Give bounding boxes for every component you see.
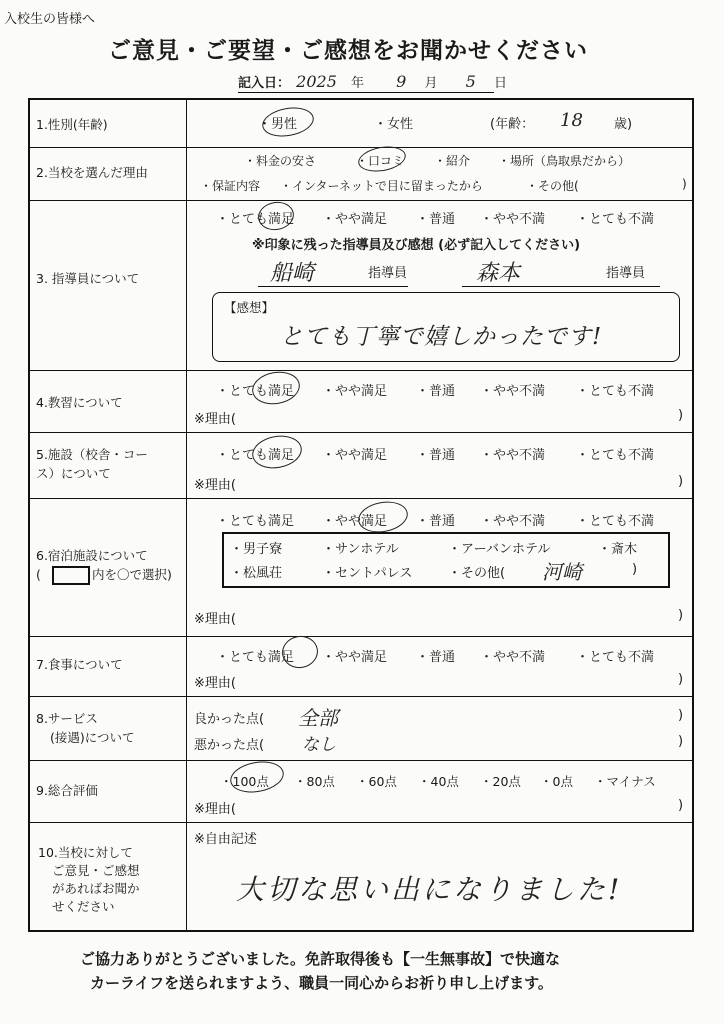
- q7-circle: [279, 633, 320, 671]
- q6-scale-1[interactable]: ・とても満足: [216, 514, 295, 529]
- q9-row: [30, 760, 692, 823]
- q7-scale-2[interactable]: ・やや満足: [322, 650, 388, 665]
- q4-reason[interactable]: ※理由(: [194, 412, 236, 427]
- q4-scale-4[interactable]: ・やや不満: [480, 384, 546, 399]
- q6-reason-close: ): [678, 608, 684, 623]
- q3-instructor-1-line: [258, 286, 408, 287]
- footer-line-2: カーライフを送られますよう、職員一同心からお祈り申し上げます。: [90, 974, 553, 992]
- q9-opt-40[interactable]: ・40点: [418, 774, 459, 789]
- q5-circle: [250, 432, 305, 472]
- q10-free-text: 大切な思い出になりました!: [236, 873, 623, 906]
- q1-age-value: 18: [560, 110, 583, 131]
- q5-scale-1[interactable]: ・とても満足: [216, 448, 295, 463]
- q1-age-label: (年齢：: [490, 117, 535, 132]
- q1-male[interactable]: ・男性: [258, 117, 298, 132]
- q9-opt-0[interactable]: ・0点: [540, 774, 573, 789]
- q3-impression-label: 【感想】: [224, 300, 275, 315]
- q3-scale-5[interactable]: ・とても不満: [576, 212, 655, 227]
- q3-instructor-2-line: [462, 286, 660, 287]
- q3-instructor-1-suffix: 指導員: [368, 266, 408, 281]
- q9-reason[interactable]: ※理由(: [194, 802, 236, 817]
- q3-circle: [256, 199, 296, 233]
- q6-scale-4[interactable]: ・やや不満: [480, 514, 546, 529]
- q10-label-2: ご意見・ご感想: [52, 863, 140, 878]
- q6-scale-5[interactable]: ・とても不満: [576, 514, 655, 529]
- date-day: 5: [465, 72, 476, 91]
- q3-scale-2[interactable]: ・やや満足: [322, 212, 388, 227]
- survey-form: [28, 98, 694, 932]
- q1-row: [30, 100, 692, 148]
- q2-opt-price[interactable]: ・料金の安さ: [244, 154, 317, 168]
- footer-line-1: ご協力ありがとうございました。免許取得後も【一生無事故】で快適な: [80, 950, 561, 968]
- q9-circle: [228, 758, 286, 797]
- q10-label-1: 10.当校に対して: [38, 845, 133, 860]
- q6-label-2b: 内を〇で選択): [92, 567, 172, 582]
- q7-reason-close: ): [678, 672, 684, 687]
- date-month-unit: 月: [424, 76, 438, 91]
- date-month: 9: [396, 72, 407, 91]
- q8-label-1: 8.サービス: [36, 711, 98, 726]
- q4-scale-3[interactable]: ・普通: [416, 384, 456, 399]
- q8-good-close: ): [678, 708, 684, 723]
- q7-reason[interactable]: ※理由(: [194, 676, 236, 691]
- q5-label-1: 5.施設（校舎・コー: [36, 447, 148, 462]
- q6-opt-sun-hotel[interactable]: ・サンホテル: [322, 542, 399, 557]
- q6-label-1: 6.宿泊施設について: [36, 548, 148, 563]
- q5-reason[interactable]: ※理由(: [194, 478, 236, 493]
- q2-opt-reviews[interactable]: ・口コミ: [356, 154, 405, 168]
- q6-other-close: ): [632, 562, 638, 577]
- greeting: 入校生の皆様へ: [4, 12, 96, 27]
- q8-bad-value: なし: [302, 735, 336, 755]
- q1-female[interactable]: ・女性: [374, 117, 414, 132]
- q2-label: 2.当校を選んだ理由: [36, 165, 148, 180]
- q5-label-2: ス）について: [36, 466, 111, 481]
- q7-scale-5[interactable]: ・とても不満: [576, 650, 655, 665]
- q7-scale-4[interactable]: ・やや不満: [480, 650, 546, 665]
- q2-row: [30, 147, 692, 201]
- q1-label: 1.性別(年齢): [36, 117, 108, 132]
- q6-opt-shofuso[interactable]: ・松風荘: [230, 566, 283, 581]
- q5-reason-close: ): [678, 474, 684, 489]
- q3-note: ※印象に残った指導員及び感想 (必ず記入してください): [252, 238, 581, 253]
- q4-reason-close: ): [678, 408, 684, 423]
- q6-opt-saiki[interactable]: ・斎木: [598, 542, 638, 557]
- q4-label: 4.教習について: [36, 395, 123, 410]
- q4-scale-1[interactable]: ・とても満足: [216, 384, 295, 399]
- date-line: [238, 72, 507, 93]
- q6-scale-2[interactable]: ・やや満足: [322, 514, 388, 529]
- q2-reviews-circle: [356, 143, 407, 175]
- date-year-unit: 年: [351, 76, 365, 91]
- q6-box-icon: [52, 566, 90, 585]
- q4-scale-5[interactable]: ・とても不満: [576, 384, 655, 399]
- q3-scale-1[interactable]: ・とても満足: [216, 212, 295, 227]
- q4-scale-2[interactable]: ・やや満足: [322, 384, 388, 399]
- q9-opt-80[interactable]: ・80点: [294, 774, 335, 789]
- q7-row: [30, 636, 692, 697]
- q8-bad-label[interactable]: 悪かった点(: [194, 738, 265, 753]
- q6-circle: [356, 498, 410, 536]
- q3-scale-3[interactable]: ・普通: [416, 212, 456, 227]
- q4-circle: [250, 368, 303, 408]
- q3-instructor-2-suffix: 指導員: [606, 266, 646, 281]
- date-day-unit: 日: [493, 76, 507, 91]
- q5-scale-5[interactable]: ・とても不満: [576, 448, 655, 463]
- q2-opt-location[interactable]: ・場所（鳥取県だから）: [498, 154, 631, 168]
- q8-label-2: (接遇)について: [50, 730, 135, 745]
- q2-opt-other[interactable]: ・その他(: [526, 179, 579, 193]
- q6-opt-other[interactable]: ・その他(: [448, 566, 506, 581]
- q3-scale-4[interactable]: ・やや不満: [480, 212, 546, 227]
- q2-opt-internet[interactable]: ・インターネットで目に留まったから: [280, 179, 483, 193]
- q9-opt-60[interactable]: ・60点: [356, 774, 397, 789]
- q6-opt-urban-hotel[interactable]: ・アーバンホテル: [448, 542, 551, 557]
- q2-opt-guarantee[interactable]: ・保証内容: [200, 179, 261, 193]
- date-label: 記入日：: [238, 76, 291, 91]
- q1-male-circle: [260, 104, 316, 141]
- q5-row: [30, 432, 692, 499]
- q2-other-close: ): [682, 177, 687, 191]
- q6-row: [30, 498, 692, 637]
- q8-good-value: 全部: [298, 706, 338, 730]
- q3-instructor-1: 船崎: [270, 261, 315, 286]
- q1-age-unit: 歳): [614, 117, 633, 132]
- q4-row: [30, 370, 692, 433]
- q7-scale-1[interactable]: ・とても満足: [216, 650, 295, 665]
- q9-opt-minus[interactable]: ・マイナス: [594, 774, 656, 789]
- q6-label-2a: (: [36, 567, 41, 582]
- q6-scale-3[interactable]: ・普通: [416, 514, 456, 529]
- q10-row: [30, 822, 692, 930]
- q6-reason[interactable]: ※理由(: [194, 612, 236, 627]
- q9-opt-100[interactable]: ・100点: [220, 774, 269, 789]
- q10-label-4: せください: [52, 899, 115, 914]
- q9-reason-close: ): [678, 798, 684, 813]
- q5-scale-3[interactable]: ・普通: [416, 448, 456, 463]
- q5-scale-2[interactable]: ・やや満足: [322, 448, 388, 463]
- q8-good-label[interactable]: 良かった点(: [194, 712, 265, 727]
- q2-opt-referral[interactable]: ・紹介: [434, 154, 471, 168]
- q3-instructor-2: 森本: [476, 261, 521, 286]
- q6-opt-dorm[interactable]: ・男子寮: [230, 542, 283, 557]
- q10-label-3: があればお聞か: [52, 881, 140, 896]
- q3-label: 3. 指導員について: [36, 271, 140, 286]
- q9-opt-20[interactable]: ・20点: [480, 774, 521, 789]
- q9-label: 9.総合評価: [36, 783, 98, 798]
- q3-impression-text: とても丁寧で嬉しかったです!: [280, 324, 603, 350]
- q6-other-value: 河崎: [542, 560, 582, 584]
- q6-opt-st-palace[interactable]: ・セントパレス: [322, 566, 413, 581]
- q7-scale-3[interactable]: ・普通: [416, 650, 456, 665]
- q10-free-label: ※自由記述: [194, 832, 257, 847]
- q7-label: 7.食事について: [36, 657, 123, 672]
- q8-bad-close: ): [678, 734, 684, 749]
- q5-scale-4[interactable]: ・やや不満: [480, 448, 546, 463]
- q3-row: [30, 200, 692, 371]
- q8-row: [30, 696, 692, 761]
- date-year: 2025: [296, 72, 337, 91]
- page-title: ご意見・ご要望・ご感想をお聞かせください: [108, 38, 588, 64]
